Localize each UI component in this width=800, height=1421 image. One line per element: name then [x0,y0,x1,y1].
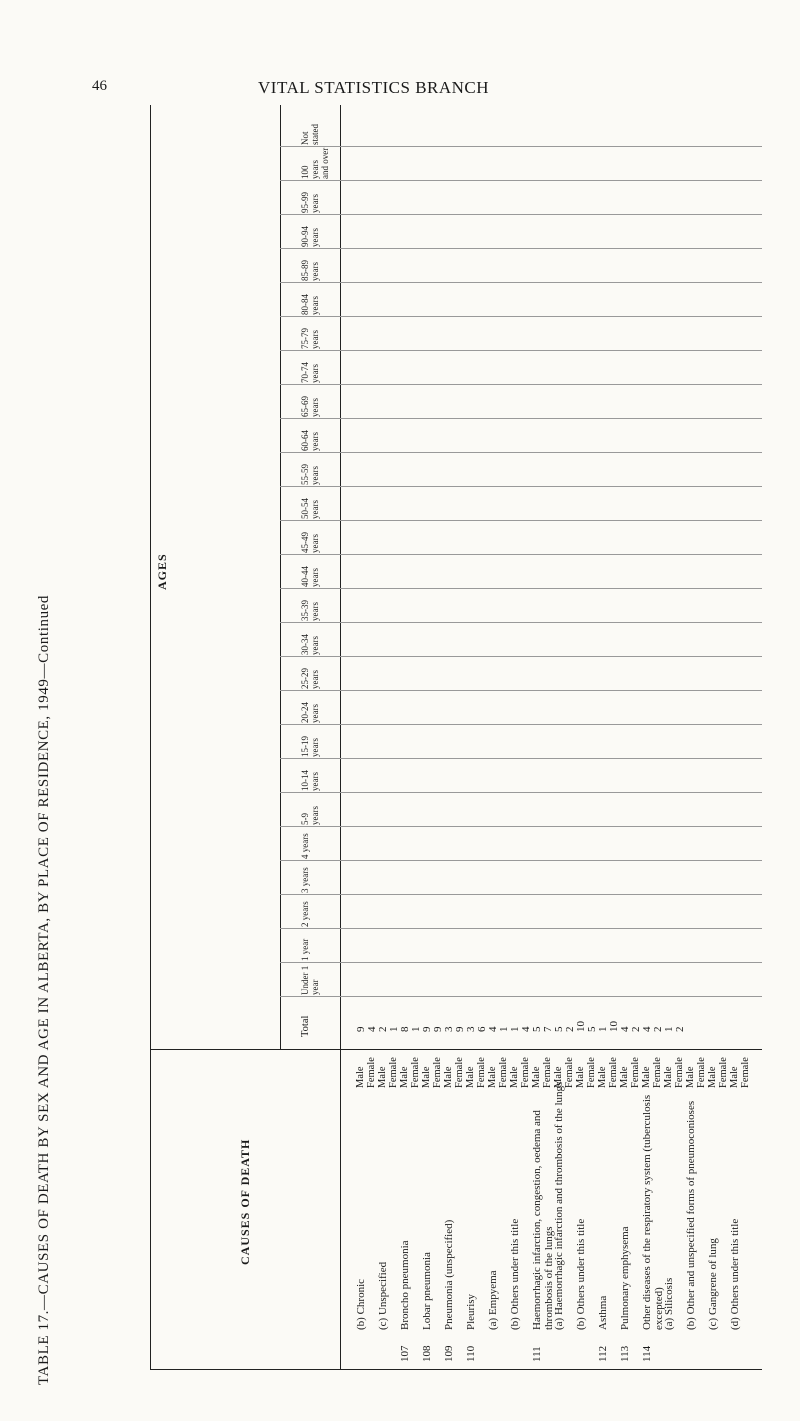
sex-label: Male [509,1066,520,1088]
cause-number: 114 [641,1345,653,1362]
age-header: Not stated [300,124,320,145]
total-value: 4 [619,1026,631,1032]
sex-label: Female [564,1057,575,1088]
age-header: 95-99 years [300,192,320,213]
age-column-rule [280,282,762,283]
total-value: 5 [553,1026,565,1032]
cause-label: (c) Unspecified [377,1261,389,1330]
age-column-rule [280,588,762,589]
sex-label: Male [355,1066,366,1088]
age-column-rule [280,384,762,385]
age-column-rule [280,792,762,793]
cause-label: Broncho pneumonia [399,1240,411,1330]
age-header: 45-49 years [300,532,320,553]
age-column-rule [280,860,762,861]
sex-label: Male [377,1066,388,1088]
total-value: 6 [476,1026,488,1032]
sex-label: Male [663,1066,674,1088]
cause-number: 109 [443,1345,455,1362]
age-column-rule [280,622,762,623]
total-value: 2 [674,1026,686,1032]
age-header: 80-84 years [300,294,320,315]
age-column-rule [280,894,762,895]
cause-label: Other diseases of the respiratory system (tuberculosis excepted) [641,1094,665,1330]
sex-label: Male [553,1066,564,1088]
sex-label: Female [432,1057,443,1088]
age-header: 55-59 years [300,464,320,485]
causes-header: CAUSES OF DEATH [238,1138,252,1265]
age-header: 40-44 years [300,566,320,587]
age-header: 30-34 years [300,634,320,655]
sex-label: Female [388,1057,399,1088]
age-column-rule [280,758,762,759]
total-value: 5 [531,1026,543,1032]
age-column-rule [280,248,762,249]
cause-label: (d) Others under this title [729,1218,741,1330]
age-header: 90-94 years [300,226,320,247]
cause-label: Pneumonia (unspecified) [443,1219,455,1330]
cause-label: (c) Gangrene of lung [707,1238,719,1330]
age-header: 15-19 years [300,736,320,757]
total-value: 3 [443,1026,455,1032]
total-value: 9 [454,1026,466,1032]
cause-number: 107 [399,1345,411,1362]
causes-divider-rule [150,1049,762,1050]
ages-divider-rule [280,105,281,1050]
age-header: 70-74 years [300,362,320,383]
cause-label: (b) Others under this title [509,1218,521,1330]
cause-label: (b) Chronic [355,1278,367,1330]
age-header: 1 year [300,938,310,961]
cause-number: 113 [619,1345,631,1362]
age-column-rule [280,928,762,929]
sex-label: Female [542,1057,553,1088]
total-value: 10 [608,1021,620,1032]
running-head: VITAL STATISTICS BRANCH [258,78,490,97]
ages-header: AGES [155,553,169,590]
sex-label: Female [586,1057,597,1088]
age-column-rule [280,180,762,181]
cause-number: 108 [421,1345,433,1362]
total-value: 4 [366,1026,378,1032]
age-column-rule [280,996,762,997]
total-value: 3 [465,1026,477,1032]
total-value: 2 [630,1026,642,1032]
age-column-rule [280,418,762,419]
sex-label: Male [641,1066,652,1088]
age-column-rule [280,452,762,453]
total-value: 1 [663,1026,675,1032]
age-column-rule [280,316,762,317]
sex-label: Female [498,1057,509,1088]
sex-label: Female [520,1057,531,1088]
total-value: 9 [355,1026,367,1032]
sex-label: Male [597,1066,608,1088]
total-value: 9 [432,1026,444,1032]
total-value: 2 [652,1026,664,1032]
age-header: 35-39 years [300,600,320,621]
cause-label: Haemorrhagic infarction, congestion, oedema and thrombosis of the lungs [531,1110,555,1330]
age-column-rule [280,962,762,963]
cause-label: Pleurisy [465,1293,477,1330]
total-value: 5 [586,1026,598,1032]
sex-label: Male [465,1066,476,1088]
age-column-rule [280,486,762,487]
age-column-rule [280,350,762,351]
age-column-rule [280,724,762,725]
total-value: 1 [597,1026,609,1032]
total-value: 4 [520,1026,532,1032]
cause-label: (a) Silicosis [663,1277,675,1330]
age-header: 75-79 years [300,328,320,349]
table-title: TABLE 17.—CAUSES OF DEATH BY SEX AND AGE IN ALBERTA, BY PLACE OF RESIDENCE, 1949—Continued [36,594,52,1385]
total-value: 4 [641,1026,653,1032]
age-column-rule [280,656,762,657]
total-value: 1 [388,1026,400,1032]
sex-label: Male [685,1066,696,1088]
total-value: 10 [575,1021,587,1032]
total-header: Total [300,1015,311,1037]
age-column-rule [280,146,762,147]
cause-label: Lobar pneumonia [421,1252,433,1330]
total-value: 4 [487,1026,499,1032]
age-column-rule [280,826,762,827]
age-column-rule [280,520,762,521]
sex-label: Male [575,1066,586,1088]
age-header: 5-9 years [300,806,320,825]
sex-label: Female [366,1057,377,1088]
sex-label: Female [608,1057,619,1088]
sex-label: Male [619,1066,630,1088]
age-header: 4 years [300,833,310,859]
age-column-rule [280,554,762,555]
sex-label: Male [531,1066,542,1088]
total-value: 9 [421,1026,433,1032]
cause-label: Asthma [597,1295,609,1330]
sex-label: Male [443,1066,454,1088]
rotated-table [150,105,762,1370]
sex-label: Male [421,1066,432,1088]
sex-label: Female [718,1057,729,1088]
cause-number: 111 [531,1346,543,1362]
age-column-rule [280,214,762,215]
sex-label: Male [487,1066,498,1088]
cause-number: 112 [597,1345,609,1362]
sex-label: Female [410,1057,421,1088]
age-column-rule [280,690,762,691]
sex-label: Female [652,1057,663,1088]
sex-label: Female [696,1057,707,1088]
cause-label: Pulmonary emphysema [619,1226,631,1330]
age-header: 3 years [300,867,310,893]
sex-label: Male [729,1066,740,1088]
total-value: 1 [509,1026,521,1032]
sex-label: Female [476,1057,487,1088]
age-header: 10-14 years [300,770,320,791]
header-bottom-rule [340,105,341,1370]
total-value: 2 [377,1026,389,1032]
sex-label: Female [454,1057,465,1088]
total-value: 8 [399,1026,411,1032]
sex-label: Female [740,1057,751,1088]
cause-label: (b) Other and unspecified forms of pneumoconioses [685,1100,697,1330]
age-header: 85-89 years [300,260,320,281]
age-header: 60-64 years [300,430,320,451]
age-header: 2 years [300,901,310,927]
total-value: 1 [410,1026,422,1032]
age-header: 20-24 years [300,702,320,723]
age-header: 50-54 years [300,498,320,519]
cause-label: (a) Haemorrhagic infarction and thrombosis of the lungs [553,1081,565,1330]
age-header: 65-69 years [300,396,320,417]
total-value: 2 [564,1026,576,1032]
age-header: 100 years and over [300,147,330,179]
age-header: Under 1 year [300,965,320,995]
cause-number: 110 [465,1345,477,1362]
causes-header-rule [150,1369,762,1370]
cause-label: (b) Others under this title [575,1218,587,1330]
table-top-rule [150,105,151,1370]
total-value: 1 [498,1026,510,1032]
sex-label: Male [399,1066,410,1088]
age-header: 25-29 years [300,668,320,689]
sex-label: Female [630,1057,641,1088]
sex-label: Male [707,1066,718,1088]
total-value: 7 [542,1026,554,1032]
sex-label: Female [674,1057,685,1088]
page-number: 46 [92,78,107,94]
cause-label: (a) Empyema [487,1270,499,1330]
